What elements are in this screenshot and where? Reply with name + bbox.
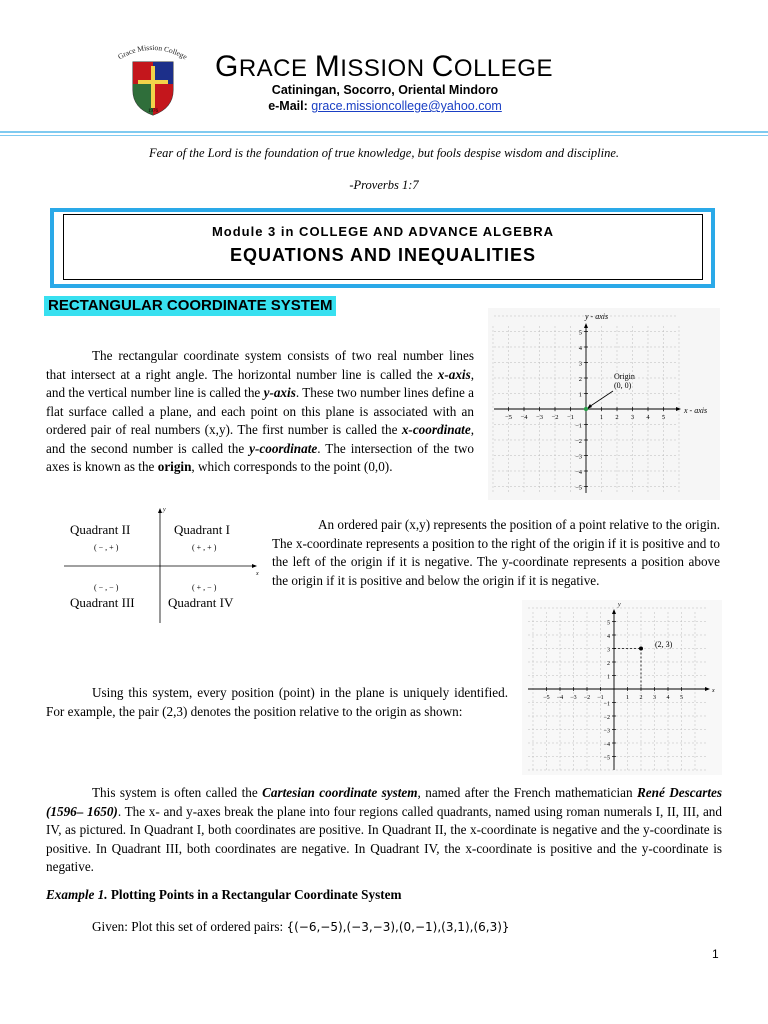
quad-x-arrowhead bbox=[252, 564, 257, 568]
fig2-y-tick-label: −3 bbox=[603, 728, 610, 735]
fig1-x-tick-label: −2 bbox=[551, 414, 559, 421]
fig1-x-tick-label: −1 bbox=[567, 414, 574, 421]
fig2-point-label: (2, 3) bbox=[655, 640, 673, 649]
fig2-y-tick-label: 2 bbox=[607, 661, 610, 667]
college-name: GRACE MISSION COLLEGE bbox=[215, 50, 553, 83]
fig1-origin-point bbox=[584, 407, 588, 411]
fig2-point bbox=[639, 647, 643, 651]
module-subtitle: Module 3 in COLLEGE AND ADVANCE ALGEBRA bbox=[211, 224, 555, 239]
proverb-citation: -Proverbs 1:7 bbox=[349, 178, 419, 192]
fig1-origin-label: Origin bbox=[614, 372, 635, 381]
quad-x-letter: x bbox=[256, 571, 259, 577]
quad-q2-label: Quadrant II bbox=[70, 522, 131, 537]
fig2-x-tick-label: 3 bbox=[653, 695, 656, 701]
fig2-y-tick-label: 5 bbox=[607, 620, 610, 627]
logo-arc-text: Grace Mission College bbox=[116, 42, 189, 62]
fig2-y-tick-label: −4 bbox=[603, 742, 610, 748]
fig1-y-tick-label: 1 bbox=[578, 391, 582, 399]
fig1-x-axis-label: x - axis bbox=[684, 406, 708, 415]
fig2-x-tick-label: −3 bbox=[570, 695, 577, 701]
fig1-y-tick-label: −5 bbox=[575, 484, 582, 492]
fig2-x-tick-label: 5 bbox=[680, 695, 683, 701]
fig2-y-letter: y bbox=[618, 602, 621, 608]
fig2-y-tick-label: −2 bbox=[603, 715, 610, 721]
fig2-x-tick-label: −5 bbox=[543, 695, 550, 701]
email-link[interactable]: grace.missioncollege@yahoo.com bbox=[311, 99, 502, 113]
fig1-x-tick-label: −3 bbox=[536, 414, 543, 421]
quad-q1-label: Quadrant I bbox=[174, 522, 230, 537]
college-address: Catiningan, Socorro, Oriental Mindoro bbox=[271, 83, 499, 97]
fig1-origin-coord: (0, 0) bbox=[614, 381, 632, 390]
paragraph-cartesian: This system is often called the Cartesian coordinate system, named after the French mathematician René Descartes (1596– 1650). The x- and y-axes break the plane into four regions called quadrants, named using roman numerals I, II, III, and IV, as pictured. In Quadrant I, both coordinates are positive. In Quadrant II, the x-coordinate is negative and the y-coordinate is positive. In Quadrant III, both coordinates are negative. In Quadrant IV, the x-coordinate is positive and the y-coordinate is negative. bbox=[46, 785, 723, 874]
fig1-x-tick-label: −5 bbox=[505, 414, 512, 421]
fig1-y-tick-label: 3 bbox=[578, 360, 582, 368]
quad-q3-sign: ( − , − ) bbox=[94, 583, 119, 592]
fig2-x-tick-label: −2 bbox=[583, 695, 591, 701]
example-heading: Example 1. Plotting Points in a Rectangular Coordinate System bbox=[46, 887, 402, 902]
fig1-y-tick-label: 4 bbox=[578, 345, 582, 352]
header-divider bbox=[0, 131, 768, 133]
fig1-x-tick-label: 3 bbox=[630, 414, 635, 421]
ordered-pair-set: {(−6,−5),(−3,−3),(0,−1),(3,1),(6,3)} bbox=[286, 920, 510, 934]
fig1-y-axis-label: y - axis bbox=[585, 312, 609, 321]
fig2-x-tick-label: −1 bbox=[597, 695, 604, 701]
quad-q2-sign: ( − , + ) bbox=[94, 543, 119, 552]
figure-quadrants bbox=[64, 505, 262, 623]
quad-q3-label: Quadrant III bbox=[70, 595, 135, 610]
fig1-x-tick-label: 2 bbox=[615, 414, 619, 421]
fig1-y-tick-label: −2 bbox=[575, 438, 582, 445]
college-address-block bbox=[215, 82, 555, 114]
header-divider-thin bbox=[0, 135, 768, 136]
fig1-y-tick-label: 2 bbox=[578, 376, 582, 383]
fig2-x-tick-label: −4 bbox=[556, 695, 564, 701]
college-logo bbox=[100, 40, 205, 118]
page-number: 1 bbox=[712, 947, 719, 961]
quad-q1-sign: ( + , + ) bbox=[192, 543, 217, 552]
fig2-x-letter: x bbox=[712, 688, 715, 694]
fig2-x-tick-label: 4 bbox=[666, 695, 670, 701]
fig2-y-tick-label: 3 bbox=[607, 647, 610, 654]
figure-origin-plane bbox=[488, 308, 720, 500]
paragraph-ordered-pair: An ordered pair (x,y) represents the position of a point relative to the origin. The x-coordinate represents a position to the right of the origin if it is positive and to the left of the origin if it is negative. The y-coordinate represents a position above the origin if it is positive and below the origin if it is negative. bbox=[272, 517, 720, 588]
quad-q4-label: Quadrant IV bbox=[168, 595, 234, 610]
example-given: Given: Plot this set of ordered pairs: {(−6,−5),(−3,−3),(0,−1),(3,1),(6,3)} bbox=[92, 919, 510, 934]
email-label: e-Mail: bbox=[268, 99, 312, 113]
quad-y-letter: y bbox=[163, 507, 166, 513]
fig2-y-tick-label: 1 bbox=[607, 674, 610, 681]
quad-q4-sign: ( + , − ) bbox=[192, 583, 217, 592]
fig1-y-tick-label: −1 bbox=[575, 422, 582, 430]
fig2-x-tick-label: 1 bbox=[626, 695, 629, 701]
fig1-x-tick-label: 5 bbox=[661, 414, 666, 421]
quad-y-arrowhead bbox=[158, 508, 162, 513]
fig1-y-tick-label: 5 bbox=[578, 329, 582, 337]
fig2-y-tick-label: 4 bbox=[607, 634, 610, 640]
logo-year: 1976 bbox=[148, 109, 158, 114]
fig1-x-tick-label: 4 bbox=[646, 414, 650, 421]
fig1-y-tick-label: −4 bbox=[575, 469, 582, 476]
fig2-y-tick-label: −5 bbox=[603, 755, 610, 762]
fig1-x-tick-label: 1 bbox=[599, 414, 604, 421]
fig1-y-tick-label: −3 bbox=[575, 453, 582, 461]
section-heading: RECTANGULAR COORDINATE SYSTEM bbox=[44, 296, 336, 316]
paragraph-unique-position: Using this system, every position (point) in the plane is uniquely identified. For example, the pair (2,3) denotes the position relative to the origin as shown: bbox=[46, 685, 508, 719]
motto: Fear of the Lord is the foundation of true knowledge, but fools despise wisdom and discipline. bbox=[149, 146, 619, 160]
fig2-x-tick-label: 2 bbox=[639, 695, 643, 701]
fig2-y-tick-label: −1 bbox=[603, 701, 610, 708]
module-title: EQUATIONS AND INEQUALITIES bbox=[229, 245, 536, 265]
figure-point-2-3 bbox=[522, 600, 722, 775]
paragraph-intro: The rectangular coordinate system consists of two real number lines that intersect at a right angle. The horizontal number line is called the x-axis, and the vertical number line is called the y-axis. These two number lines define a flat surface called a plane, and each point on this plane is associated with an ordered pair of real numbers (x,y). The first number is called the x-coordinate, and the second number is called the y-coordinate. The intersection of the two axes is known as the origin, which corresponds to the point (0,0). bbox=[46, 348, 474, 474]
fig1-x-tick-label: −4 bbox=[520, 414, 528, 421]
